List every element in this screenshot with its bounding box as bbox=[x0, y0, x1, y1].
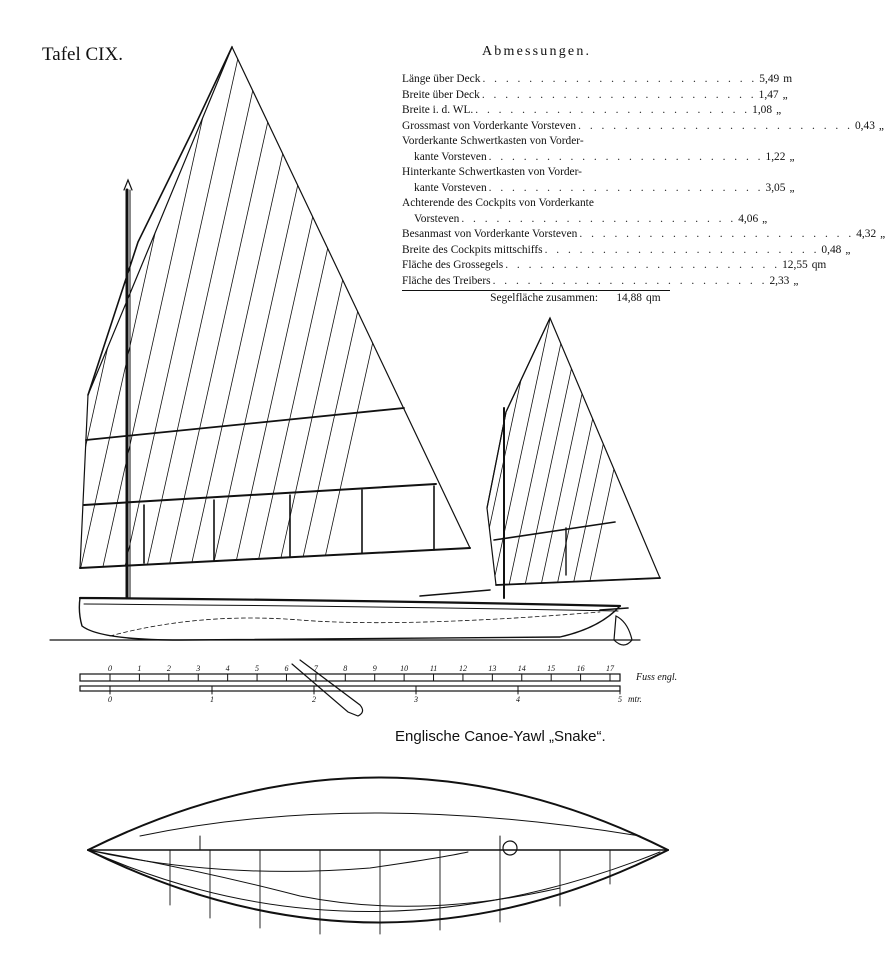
sail-seam bbox=[210, 40, 330, 580]
sail-seam bbox=[34, 40, 154, 580]
total-value: 14,88 bbox=[616, 292, 642, 304]
dimension-value: 0,48 bbox=[821, 243, 842, 256]
dimension-value: 0,43 bbox=[854, 119, 875, 132]
dimension-label: Länge über Deck bbox=[402, 73, 481, 85]
dot-leader: . . . . . . . . . . . . . . . . . . . . . . . . bbox=[482, 73, 758, 85]
scale-feet-label: 9 bbox=[372, 664, 377, 673]
dimension-label: Breite über Deck bbox=[402, 88, 480, 101]
dot-leader: . . . . . . . . . . . . . . . . . . . . . . . . bbox=[492, 274, 768, 287]
dimension-unit: „ bbox=[793, 274, 799, 287]
scale-feet-label: 4 bbox=[225, 664, 230, 673]
scale-feet-label: 6 bbox=[284, 664, 289, 673]
sail-seam bbox=[298, 40, 418, 580]
plate-label: Tafel CIX. bbox=[42, 44, 123, 65]
drawing-caption: Englische Canoe-Yawl „Snake“. bbox=[395, 728, 606, 745]
scale-feet-label: 12 bbox=[458, 664, 467, 673]
dot-leader: . . . . . . . . . . . . . . . . . . . . . . . . bbox=[461, 212, 737, 225]
dimension-unit: m bbox=[783, 73, 793, 85]
dimension-unit: „ bbox=[789, 150, 795, 163]
dot-leader: . . . . . . . . . . . . . . . . . . . . . . . . bbox=[505, 259, 781, 271]
sail-seam bbox=[572, 310, 632, 590]
sail-seam bbox=[492, 310, 552, 590]
main-sail bbox=[0, 40, 470, 580]
mizzen-sail bbox=[460, 310, 660, 598]
dimension-unit: „ bbox=[878, 119, 884, 132]
scale-meter-label: 4 bbox=[516, 695, 520, 704]
scale-feet-label: 15 bbox=[547, 664, 556, 673]
sail-seam bbox=[166, 40, 286, 580]
main-mast bbox=[124, 180, 132, 598]
sail-seam bbox=[588, 310, 648, 590]
dimension-unit: „ bbox=[845, 243, 851, 256]
sail-seam bbox=[144, 40, 264, 580]
dot-leader: . . . . . . . . . . . . . . . . . . . . . . . . bbox=[578, 119, 853, 132]
dimension-label: Grossmast von Vorderkante Vorsteven bbox=[402, 119, 577, 132]
dimension-value: 4,32 bbox=[856, 228, 877, 240]
sail-seam bbox=[254, 40, 374, 580]
dimension-label: Fläche des Treibers bbox=[402, 274, 491, 287]
scale-feet-label: 13 bbox=[488, 664, 497, 673]
dimension-label: kante Vorsteven bbox=[414, 181, 487, 194]
scale-feet-label: 7 bbox=[313, 664, 318, 673]
sail-seam bbox=[540, 310, 600, 590]
dot-leader: . . . . . . . . . . . . . . . . . . . . . . . . bbox=[481, 88, 757, 101]
sail-seam bbox=[508, 310, 568, 590]
scale-feet-label: 0 bbox=[108, 664, 112, 673]
scale-bars bbox=[80, 674, 620, 694]
scale-meter-label: 1 bbox=[210, 695, 214, 704]
scale-feet-label: 5 bbox=[255, 664, 260, 673]
scale-meter-label: 5 bbox=[618, 695, 622, 704]
dot-leader: . . . . . . . . . . . . . . . . . . . . . . . . bbox=[544, 243, 820, 256]
sail-seam bbox=[524, 310, 584, 590]
scale-meter-unit: mtr. bbox=[628, 694, 642, 704]
dimension-label: Fläche des Grossegels bbox=[402, 259, 504, 271]
dimension-unit: „ bbox=[776, 104, 782, 116]
dimension-unit: „ bbox=[789, 181, 795, 194]
dimension-label: Achterende des Cockpits von Vorderkante bbox=[402, 197, 594, 209]
sail-seam bbox=[0, 40, 110, 580]
dimension-value: 1,47 bbox=[758, 88, 779, 101]
scale-feet-label: 2 bbox=[166, 664, 171, 673]
dimension-value: 1,22 bbox=[765, 150, 786, 163]
dot-leader: . . . . . . . . . . . . . . . . . . . . . . . . bbox=[475, 104, 751, 116]
scale-meter-label: 2 bbox=[312, 695, 316, 704]
sail-seam bbox=[232, 40, 352, 580]
dimension-label: kante Vorsteven bbox=[414, 150, 487, 163]
sail-seam bbox=[476, 310, 536, 590]
scale-feet-label: 17 bbox=[606, 664, 614, 673]
dimension-label: Besanmast von Vorderkante Vorsteven bbox=[402, 228, 578, 240]
dimension-label: Breite des Cockpits mittschiffs bbox=[402, 243, 543, 256]
hull-plan-view bbox=[88, 778, 668, 935]
dimension-unit: qm bbox=[811, 259, 827, 271]
scale-feet-label: 3 bbox=[196, 664, 201, 673]
dimension-value: 1,08 bbox=[752, 104, 773, 116]
scale-feet-label: 14 bbox=[517, 664, 526, 673]
scale-meter-label: 3 bbox=[414, 695, 418, 704]
dimension-label: Hinterkante Schwertkasten von Vorder- bbox=[402, 166, 582, 178]
total-label: Segelfläche zusammen: bbox=[490, 292, 598, 304]
scale-feet-label: 8 bbox=[343, 664, 348, 673]
dimension-value: 3,05 bbox=[765, 181, 786, 194]
dimension-value: 4,06 bbox=[738, 212, 759, 225]
dot-leader: . . . . . . . . . . . . . . . . . . . . . . . . bbox=[579, 228, 855, 240]
scale-feet-unit: Fuss engl. bbox=[636, 672, 678, 683]
sail-seam bbox=[320, 40, 440, 580]
scale-feet-label: 16 bbox=[576, 664, 585, 673]
dimension-unit: „ bbox=[880, 228, 885, 240]
total-unit: qm bbox=[646, 292, 661, 304]
dimensions-heading: Abmessungen. bbox=[482, 44, 592, 59]
hull-profile bbox=[50, 590, 640, 716]
dimension-label: Vorsteven bbox=[414, 212, 460, 225]
scale-feet-label: 10 bbox=[400, 664, 409, 673]
dot-leader: . . . . . . . . . . . . . . . . . . . . . . . . bbox=[488, 181, 764, 194]
sail-seam bbox=[12, 40, 132, 580]
dimension-value: 2,33 bbox=[769, 274, 790, 287]
dimension-unit: „ bbox=[762, 212, 768, 225]
scale-feet-label: 1 bbox=[137, 664, 142, 673]
sail-seam bbox=[100, 40, 220, 580]
dimension-label: Breite i. d. WL. bbox=[402, 104, 474, 116]
dimension-value: 5,49 bbox=[759, 73, 780, 85]
dimension-unit: „ bbox=[782, 88, 788, 101]
scale-feet-label: 11 bbox=[429, 664, 438, 673]
sail-seam bbox=[276, 40, 396, 580]
scale-meter-label: 0 bbox=[108, 695, 112, 704]
dimension-value: 12,55 bbox=[782, 259, 808, 271]
dot-leader: . . . . . . . . . . . . . . . . . . . . . . . . bbox=[488, 150, 764, 163]
dimension-label: Vorderkante Schwertkasten von Vorder- bbox=[402, 135, 584, 147]
